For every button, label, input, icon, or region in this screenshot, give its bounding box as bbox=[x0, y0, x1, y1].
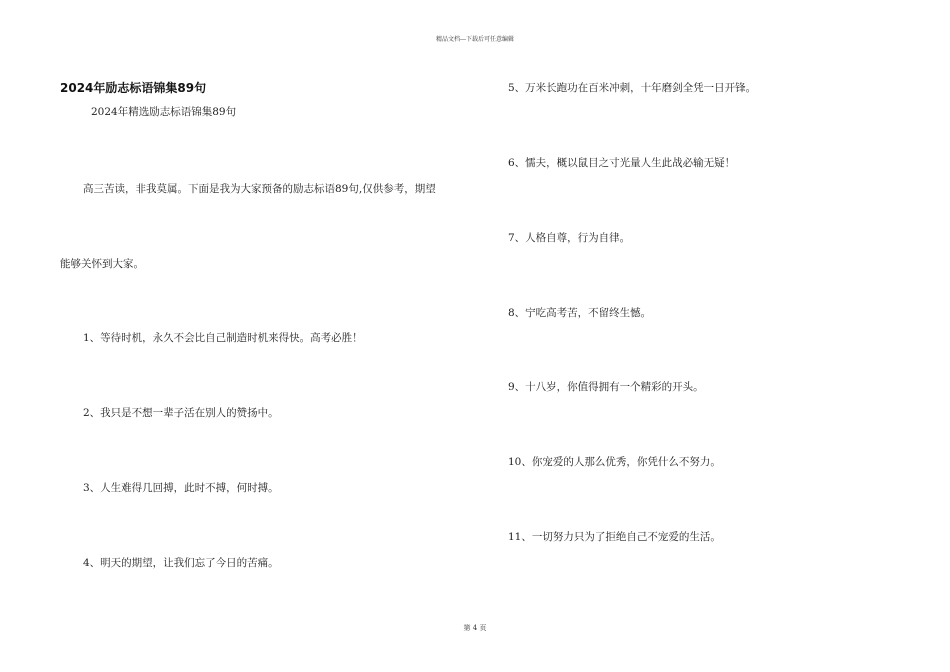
document-title: 2024年励志标语锦集89句 bbox=[60, 81, 207, 95]
slogan-item: 8、宁吃高考苦，不留终生憾。 bbox=[508, 307, 652, 319]
document-subtitle: 2024年精选励志标语锦集89句 bbox=[91, 106, 237, 118]
slogan-item: 2、我只是不想一辈子活在别人的赞扬中。 bbox=[83, 407, 279, 419]
slogan-item: 11、一切努力只为了拒绝自己不宠爱的生活。 bbox=[508, 531, 721, 543]
page-number: 第 4 页 bbox=[463, 624, 487, 632]
intro-paragraph-line-2: 能够关怀到大家。 bbox=[60, 258, 144, 270]
slogan-item: 6、懦夫，概以鼠目之寸光量人生此战必输无疑！ bbox=[508, 157, 736, 169]
page-header: 精品文档---下载后可任意编辑 bbox=[435, 36, 515, 43]
slogan-item: 3、人生难得几回搏，此时不搏，何时搏。 bbox=[83, 482, 279, 494]
slogan-item: 4、明天的期望，让我们忘了今日的苦痛。 bbox=[83, 557, 279, 569]
slogan-item: 1、等待时机，永久不会比自己制造时机来得快。高考必胜！ bbox=[83, 332, 363, 344]
slogan-item: 5、万米长跑功在百米冲刺，十年磨剑全凭一日开锋。 bbox=[508, 82, 757, 94]
slogan-item: 10、你宠爱的人那么优秀，你凭什么不努力。 bbox=[508, 456, 721, 468]
intro-paragraph-line-1: 高三苦读，非我莫属。下面是我为大家预备的励志标语89句,仅供参考，期望 bbox=[83, 183, 436, 195]
slogan-item: 9、十八岁，你值得拥有一个精彩的开头。 bbox=[508, 381, 704, 393]
slogan-item: 7、人格自尊，行为自律。 bbox=[508, 232, 631, 244]
